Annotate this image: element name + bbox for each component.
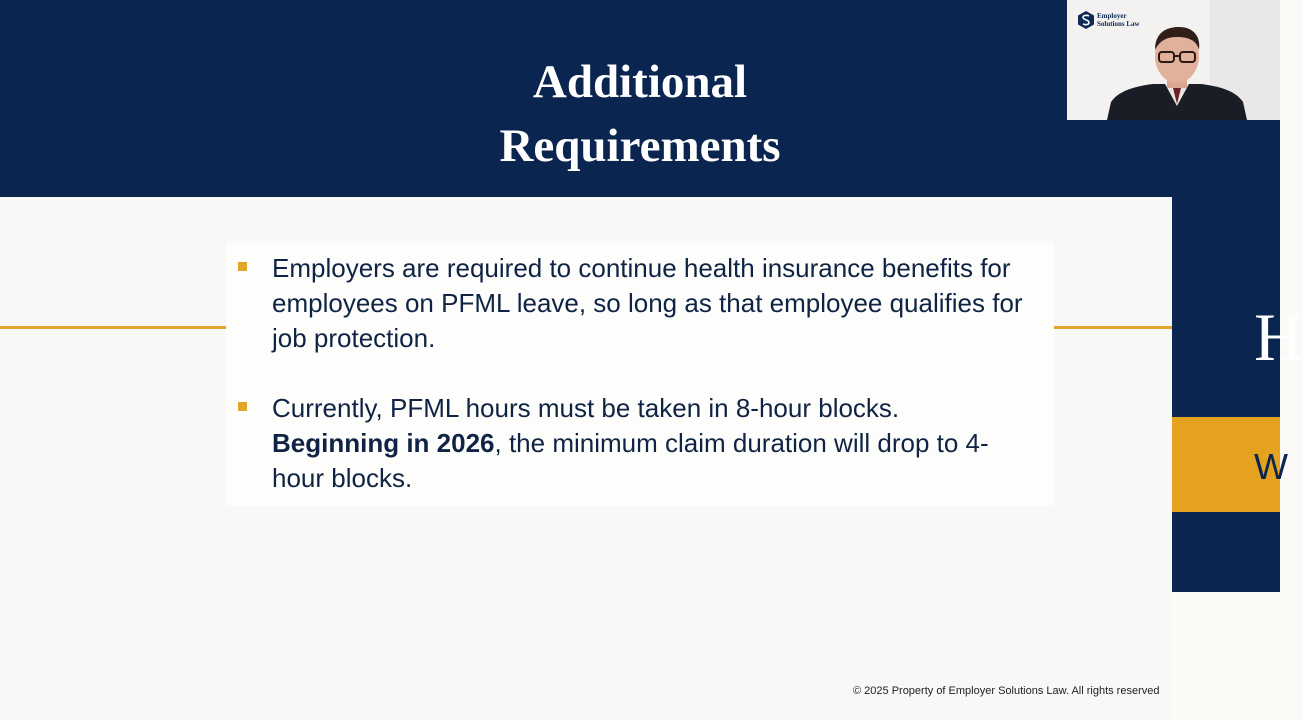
logo-line-2: Solutions Law [1097,20,1140,28]
presenter-avatar [1107,22,1247,120]
gold-divider-left [0,326,228,329]
title-line-1: Additional [532,56,748,108]
bullet-text-box [226,243,1054,506]
bullet-square-icon [238,262,247,271]
bullet-square-icon [238,402,247,411]
slide-title [340,50,940,178]
bullet-bold: Beginning in 2026 [272,428,495,458]
logo-line-1: Employer [1097,12,1127,20]
webcam-feed [1067,0,1280,120]
bullet-lead: Currently, PFML hours must be taken in 8-hour blocks. [272,393,900,423]
gold-divider-right [1053,326,1172,329]
bullet-item [272,391,1032,496]
title-line-2: Requirements [499,120,781,172]
bullet-rest: , the minimum claim duration will drop to 4-hour blocks. [272,428,989,493]
peek-letter-bottom: W [1254,446,1288,487]
logo-mark-icon [1078,11,1094,29]
peek-letter-top: H [1254,299,1303,375]
bullet-text [272,391,1032,496]
bullet-text: Employers are required to continue health insurance benefits for employees on PFML leave, so long as that employee qualifies for job protection. [272,253,1023,353]
bullet-item [272,251,1032,356]
next-slide-peek [1172,127,1303,592]
copyright-notice: © 2025 Property of Employer Solutions Law. All rights reserved [853,685,1160,697]
